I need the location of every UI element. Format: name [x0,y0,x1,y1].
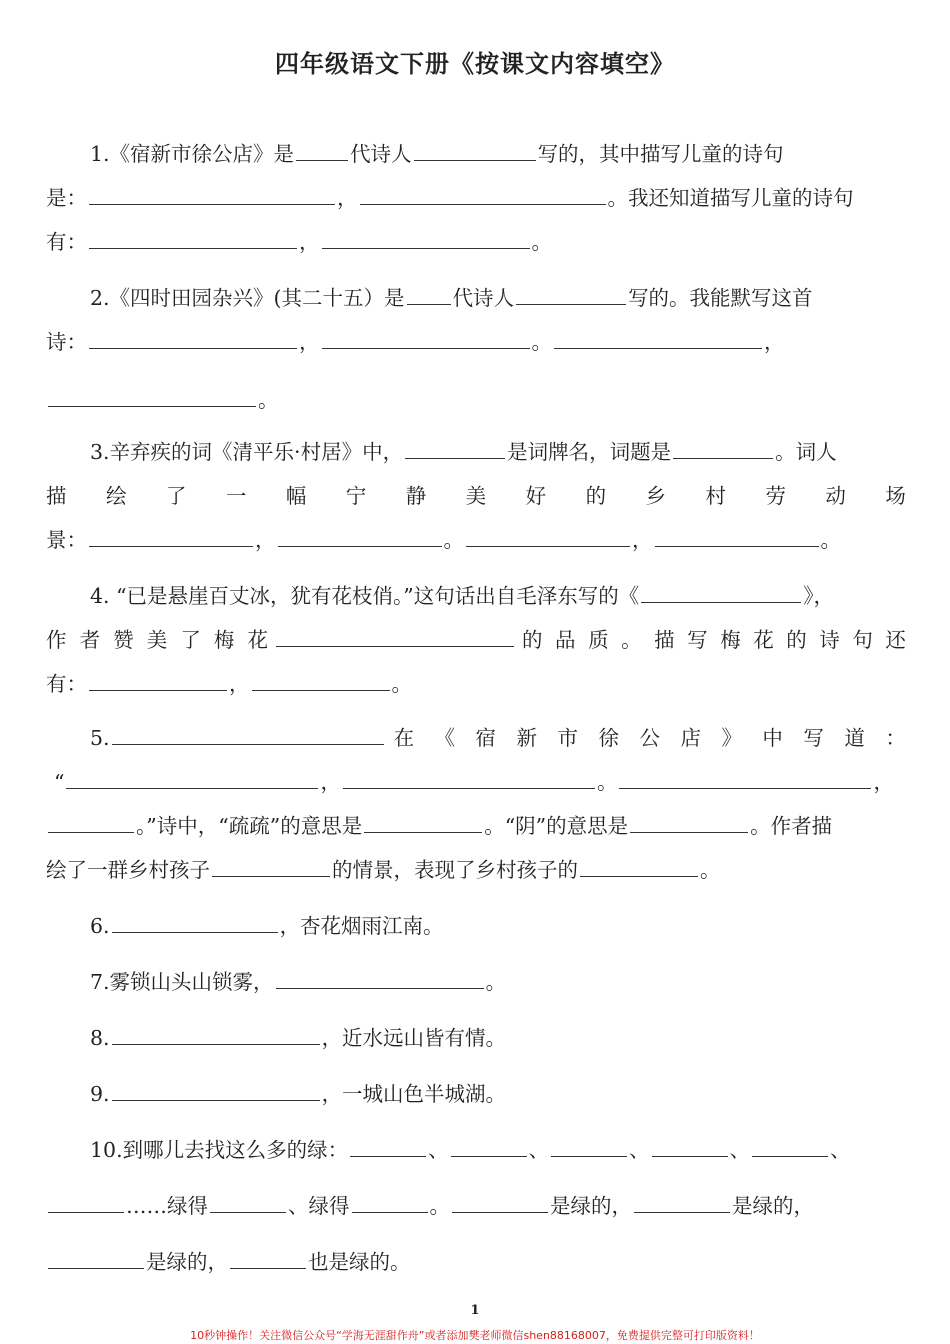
q7-line: 7.雾锁山头山锁雾， 。 [90,970,507,994]
blank[interactable] [276,968,484,989]
blank[interactable] [112,1024,320,1045]
q4-line-2: 作 者 赞 美 了 梅 花 的 品 质 。 描 写 梅 花 的 诗 句 还 [46,628,906,652]
blank[interactable] [48,1192,124,1213]
q3-line-2: 描 绘 了 一 幅 宁 静 美 好 的 乡 村 劳 动 场 [46,484,906,508]
q5-line-2: “ ， 。 ， [54,770,894,794]
blank[interactable] [551,1136,627,1157]
blank[interactable] [580,856,698,877]
q10-line-3: 是绿的， 也是绿的。 [46,1248,411,1276]
q3-line-3: 景： ， 。 ， 。 [46,528,841,552]
blank[interactable] [634,1192,730,1213]
blank[interactable] [554,328,762,349]
q8-line: 8. ，近水远山皆有情。 [90,1026,507,1050]
q6-line: 6. ，杏花烟雨江南。 [90,914,444,938]
q2-line-3: 。 [46,386,279,414]
blank[interactable] [652,1136,728,1157]
page-title: 四年级语文下册《按课文内容填空》 [275,49,675,78]
blank[interactable] [360,184,606,205]
q5-line-1: 5. 在 《 宿 新 市 徐 公 店 》 中 写 道 ： [90,726,906,750]
blank[interactable] [252,670,390,691]
blank[interactable] [466,526,630,547]
blank[interactable] [516,284,626,305]
q9-line: 9. ，一城山色半城湖。 [90,1082,507,1106]
blank[interactable] [451,1136,527,1157]
blank[interactable] [322,228,530,249]
blank[interactable] [212,856,330,877]
q1-line-2: 是： ， 。我还知道描写儿童的诗句 [46,186,854,210]
q4-line-3: 有： ， 。 [46,672,412,696]
blank[interactable] [230,1248,306,1269]
blank[interactable] [89,184,335,205]
blank[interactable] [655,526,819,547]
blank[interactable] [89,328,297,349]
blank[interactable] [89,228,297,249]
blank[interactable] [364,812,482,833]
blank[interactable] [278,526,442,547]
q3-line-1: 3.辛弃疾的词《清平乐·村居》中， 是词牌名，词题是 。词人 [90,440,837,464]
q2-line-2: 诗： ， 。 ， [46,330,785,354]
blank[interactable] [112,724,384,745]
blank[interactable] [276,626,514,647]
footer-notice: 10秒钟操作！关注微信公众号“学海无涯甜作舟”或者添加樊老师微信shen88168007，免费提供完整可打印版资料！ [190,1329,760,1342]
q10-line-1: 10.到哪儿去找这么多的绿： 、 、 、 、 、 [90,1138,851,1162]
blank[interactable] [641,582,801,603]
blank[interactable] [112,912,278,933]
blank[interactable] [210,1192,286,1213]
q5-line-4: 绘了一群乡村孩子 的情景，表现了乡村孩子的 。 [46,858,721,882]
blank[interactable] [619,768,871,789]
blank[interactable] [112,1080,320,1101]
blank[interactable] [414,140,536,161]
blank[interactable] [630,812,748,833]
q2-line-1: 2.《四时田园杂兴》(其二十五）是 代诗人 写的。我能默写这首 [90,286,813,310]
q1-line-1: 1.《宿新市徐公店》是 代诗人 写的，其中描写儿童的诗句 [90,142,784,166]
blank[interactable] [66,768,318,789]
blank[interactable] [452,1192,548,1213]
blank[interactable] [48,1248,144,1269]
blank[interactable] [350,1136,426,1157]
q4-line-1: 4. “已是悬崖百丈冰，犹有花枝俏。”这句话出自毛泽东写的《 》， [90,584,835,608]
q10-line-2: ……绿得 、绿得 。 是绿的， 是绿的， [46,1192,814,1220]
blank[interactable] [48,386,256,407]
blank[interactable] [405,438,505,459]
page-number: 1 [470,1303,480,1318]
blank[interactable] [89,526,253,547]
blank[interactable] [89,670,227,691]
q5-line-3: 。”诗中，“疏疏”的意思是 。“阴”的意思是 。作者描 [46,812,832,840]
blank[interactable] [48,812,134,833]
blank[interactable] [407,284,451,305]
blank[interactable] [752,1136,828,1157]
blank[interactable] [343,768,595,789]
blank[interactable] [673,438,773,459]
blank[interactable] [322,328,530,349]
blank[interactable] [296,140,348,161]
q1-line-3: 有： ， 。 [46,230,552,254]
blank[interactable] [352,1192,428,1213]
